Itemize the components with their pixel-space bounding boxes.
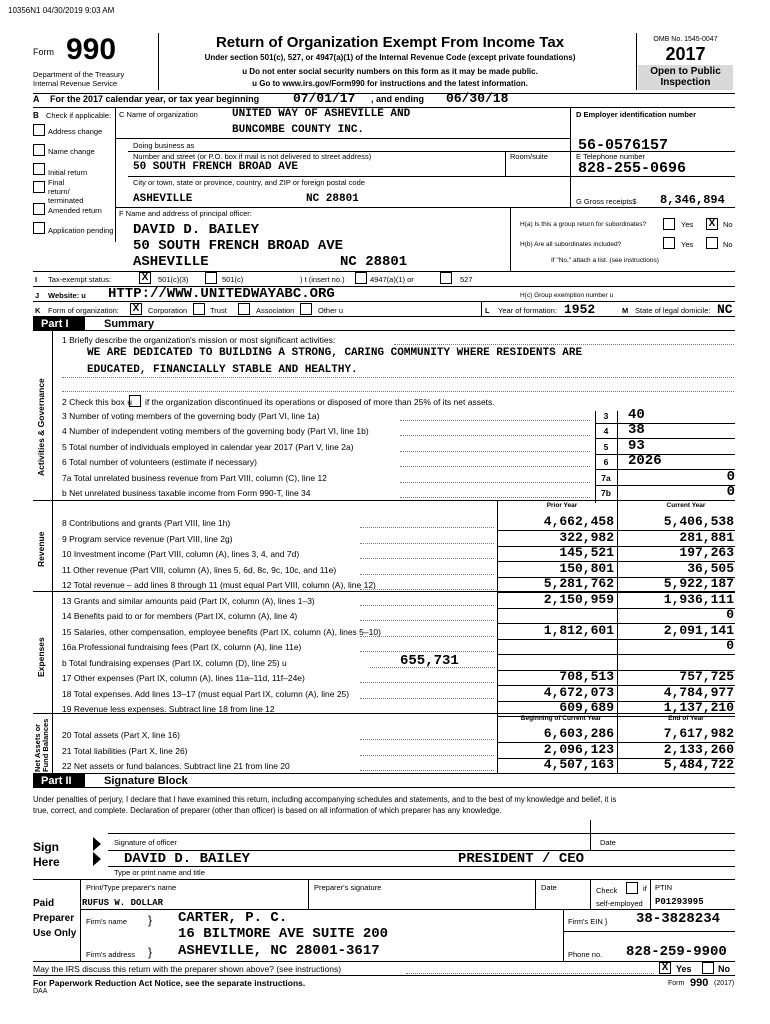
line-a-and: , and ending: [371, 94, 424, 104]
prior-year-value: 2,150,959: [543, 592, 614, 607]
sign-date-label: Date: [600, 838, 616, 847]
name-arrow-icon: [93, 852, 101, 866]
form-title: Return of Organization Exempt From Income Tax: [215, 34, 565, 51]
gov-row-label: 3 Number of voting members of the governing body (Part VI, line 1a): [62, 411, 320, 421]
dba-label: Doing business as: [133, 141, 195, 150]
checkbox-application-pending[interactable]: [33, 222, 45, 234]
status-insert-no: ) t (insert no.): [300, 275, 345, 284]
firm-ein-label: Firm's EIN }: [568, 917, 608, 926]
hb-question: H(b) Are all subordinates included?: [520, 241, 622, 248]
self-employed-label: self-employed: [596, 899, 643, 908]
leader-dots: [400, 435, 590, 436]
hb-note: If "No," attach a list. (see instructions): [551, 257, 659, 264]
year-formation: 1952: [564, 302, 596, 317]
tax-exempt-status-label: Tax-exempt status:: [48, 275, 111, 284]
current-year-value: 5,922,187: [663, 576, 734, 591]
if-label: if: [643, 884, 647, 893]
current-year-value: 7,617,982: [663, 726, 734, 741]
firm-name-label: Firm's name: [86, 917, 128, 926]
sign-label: Sign: [33, 840, 59, 854]
current-year-value: 4,784,977: [663, 685, 734, 700]
fin-row-label: 14 Benefits paid to or for members (Part IX, column (A), line 4): [62, 611, 298, 621]
prior-year-value: 708,513: [559, 669, 614, 684]
line2-desc: if the organization discontinued its operations or disposed of more than 25% of its net assets.: [145, 397, 495, 407]
row-rule: [497, 654, 735, 655]
discuss-no-label: No: [718, 964, 730, 974]
gov-row-value: 93: [628, 438, 645, 454]
prior-year-value: 322,982: [559, 530, 614, 545]
gross-receipts-value: 8,346,894: [660, 193, 725, 207]
fin-row-label: 17 Other expenses (Part IX, column (A), lines 11a–11d, 11f–24e): [62, 673, 305, 683]
telephone-label: E Telephone number: [576, 152, 646, 161]
ein-label: D Employer identification number: [576, 110, 697, 119]
corporation-label: Corporation: [148, 306, 188, 315]
current-year-header: Current Year: [666, 502, 706, 509]
section-b-label: B: [33, 111, 39, 120]
year-formation-label: Year of formation:: [498, 306, 557, 315]
status-527-label: 527: [460, 275, 473, 284]
preparer-sig-label: Preparer's signature: [314, 883, 382, 892]
check-label: Check: [596, 886, 618, 895]
perjury-text-1: Under penalties of perjury, I declare that I have examined this return, including accompanying schedules and statements, and to the best of my knowledge and belief, it is: [33, 795, 617, 804]
name-change-label: Name change: [48, 147, 95, 156]
eoy-header: End of Year: [668, 715, 704, 722]
fin-row-label: 18 Total expenses. Add lines 13–17 (must equal Part IX, column (A), line 25): [62, 689, 350, 699]
other-checkbox[interactable]: [300, 303, 312, 315]
domicile-state: NC: [717, 302, 733, 317]
row-rule: [595, 423, 735, 424]
row-rule: [595, 454, 735, 455]
hb-no-checkbox[interactable]: [706, 237, 718, 249]
group-exemption-label: H(c) Group exemption number u: [520, 292, 614, 299]
fin-row-label: 20 Total assets (Part X, line 16): [62, 730, 180, 740]
open-to-public: Open to Public: [650, 66, 721, 77]
row-rule: [595, 438, 735, 439]
leader-dots: [360, 620, 494, 621]
paid-label: Paid: [33, 898, 55, 909]
officer-city: ASHEVILLE: [133, 254, 209, 270]
org-name-line2: BUNCOMBE COUNTY INC.: [232, 124, 365, 136]
signer-title: PRESIDENT / CEO: [458, 851, 585, 867]
status-501c-label: 501(c): [222, 275, 244, 284]
prior-year-value: 4,672,073: [543, 685, 614, 700]
current-year-value: 197,263: [679, 545, 734, 560]
prior-year-value: 4,662,458: [543, 514, 614, 529]
type-name-label: Type or print name and title: [114, 868, 205, 877]
form-number: 990: [66, 33, 117, 66]
gov-row-value: 2026: [628, 453, 662, 469]
leader-dots: [360, 574, 494, 575]
org-city: ASHEVILLE: [133, 193, 193, 205]
fin-row-label: 11 Other revenue (Part VIII, column (A), lines 5, 6d, 8c, 9c, 10c, and 11e): [62, 565, 337, 575]
part1-title: Summary: [104, 318, 155, 330]
current-year-value: 36,505: [687, 561, 734, 576]
discuss-no-checkbox[interactable]: [702, 962, 714, 974]
dept-irs: Internal Revenue Service: [33, 79, 118, 88]
line-m-label: M: [622, 306, 629, 315]
prior-year-value: 4,507,163: [543, 757, 614, 772]
current-year-value: 5,406,538: [663, 514, 734, 529]
mission-line2: EDUCATED, FINANCIALLY STABLE AND HEALTHY.: [87, 364, 358, 376]
firm-phone: 828-259-9900: [626, 944, 727, 960]
gov-row-value: 0: [726, 484, 735, 500]
prior-year-value: 609,689: [559, 700, 614, 715]
room-suite-label: Room/suite: [510, 152, 548, 161]
dept-treasury: Department of the Treasury: [33, 70, 125, 79]
current-year-value: 2,133,260: [663, 742, 734, 757]
fin-row-label: 19 Revenue less expenses. Subtract line 18 from line 12: [62, 704, 275, 714]
telephone-value: 828-255-0696: [578, 160, 687, 177]
fin-row-label: 21 Total liabilities (Part X, line 26): [62, 746, 188, 756]
current-year-value: 5,484,722: [663, 757, 734, 772]
hb-yes-checkbox[interactable]: [663, 237, 675, 249]
leader-dots: [400, 420, 590, 421]
gov-row-value: 0: [726, 469, 735, 485]
form-of-org-label: Form of organization:: [48, 306, 119, 315]
phone-label: Phone no.: [568, 950, 603, 959]
current-year-value: 1,137,210: [663, 700, 734, 715]
footer-form-label: Form: [668, 980, 685, 987]
discuss-yes-checkbox[interactable]: X: [659, 962, 671, 974]
current-year-value: 0: [726, 638, 734, 653]
firm-address-label: Firm's address: [86, 950, 135, 959]
fundraising-expenses-value: 655,731: [400, 653, 459, 669]
firm-name-brace: }: [148, 913, 153, 927]
ha-question: H(a) Is this a group return for subordinates?: [520, 221, 647, 228]
gov-row-value: 38: [628, 422, 645, 438]
leader-dots: [360, 739, 494, 740]
checkbox-initial-return[interactable]: [33, 163, 45, 175]
side-activities-governance: Activities & Governance: [36, 378, 46, 476]
prior-year-value: 145,521: [559, 545, 614, 560]
checkbox-amended-return[interactable]: [33, 203, 45, 215]
section-b-title: Check if applicable:: [46, 111, 112, 120]
other-label: Other u: [318, 306, 344, 315]
ptin-label: PTIN: [655, 883, 673, 892]
leader-dots: [360, 755, 494, 756]
line-a-label: A: [33, 94, 40, 104]
ha-no-checkbox[interactable]: X: [706, 218, 718, 230]
checkbox-final-return[interactable]: [33, 181, 45, 193]
org-name-label: C Name of organization: [119, 110, 198, 119]
line2-text: 2 Check this box u: [62, 397, 132, 407]
line-j-label: J: [35, 291, 40, 300]
gov-row-number: 6: [603, 457, 609, 467]
leader-dots: [360, 682, 494, 683]
form-subtitle: Under section 501(c), 527, or 4947(a)(1) of the Internal Revenue Code (except private foundations): [204, 53, 576, 62]
gov-row-label: 5 Total number of individuals employed in calendar year 2017 (Part V, line 2a): [62, 442, 354, 452]
leader-dots: [360, 558, 494, 559]
application-pending-label: Application pending: [48, 226, 114, 235]
section-divider: [33, 591, 735, 592]
side-expenses: Expenses: [36, 637, 46, 677]
hb-no-label: No: [723, 240, 733, 249]
leader-dots: [400, 482, 590, 483]
current-year-value: 1,936,111: [663, 592, 734, 607]
ein-value: 56-0576157: [578, 137, 669, 154]
leader-dots: [400, 497, 590, 498]
daa-label: DAA: [33, 988, 48, 995]
firm-name: CARTER, P. C.: [178, 910, 288, 926]
hb-yes-label: Yes: [681, 240, 694, 249]
ha-no-label: No: [723, 220, 733, 229]
leader-dots: [400, 466, 590, 467]
section-divider: [33, 500, 735, 501]
preparer-label: Preparer: [33, 913, 75, 924]
inspection: Inspection: [660, 77, 711, 88]
part2-tag: Part II: [41, 775, 72, 787]
gov-row-value: 40: [628, 407, 645, 423]
firm-ein: 38-3828234: [636, 911, 721, 927]
officer-street: 50 SOUTH FRENCH BROAD AVE: [133, 238, 344, 254]
association-checkbox[interactable]: [238, 303, 250, 315]
perjury-text-2: true, correct, and complete. Declaration of preparer (other than officer) is based on all information of which preparer has any knowledge.: [33, 806, 502, 815]
line1-text: 1 Briefly describe the organization's mission or most significant activities:: [62, 335, 336, 345]
here-label: Here: [33, 855, 60, 869]
final-return-label: Final return/ terminated: [48, 178, 84, 205]
leader-dots: [360, 527, 494, 528]
association-label: Association: [256, 306, 295, 315]
leader-dots: [360, 651, 494, 652]
signer-name: DAVID D. BAILEY: [124, 851, 251, 867]
part1-tag: Part I: [41, 318, 69, 330]
firm-city: ASHEVILLE, NC 28001-3617: [178, 943, 380, 959]
status-4947-label: 4947(a)(1) or: [370, 275, 414, 284]
website-label: Website: u: [48, 291, 86, 300]
current-year-value: 281,881: [679, 530, 734, 545]
leader-dots: [360, 605, 494, 606]
fin-row-label: 9 Program service revenue (Part VIII, line 2g): [62, 534, 233, 544]
current-year-value: 2,091,141: [663, 623, 734, 638]
org-state-zip: NC 28801: [306, 193, 359, 205]
leader-dots: [360, 770, 494, 771]
form-label: Form: [33, 47, 54, 57]
leader-dots: [370, 667, 495, 668]
status-527-checkbox[interactable]: [440, 272, 452, 284]
initial-return-label: Initial return: [48, 168, 88, 177]
officer-signature-label: Signature of officer: [114, 838, 177, 847]
gov-row-label: 7a Total unrelated business revenue from Part VIII, column (C), line 12: [62, 473, 327, 483]
preparer-name: RUFUS W. DOLLAR: [82, 898, 164, 908]
prior-year-value: 1,812,601: [543, 623, 614, 638]
fin-row-label: b Total fundraising expenses (Part IX, column (D), line 25) u: [62, 658, 287, 668]
ha-yes-label: Yes: [681, 220, 694, 229]
discuss-yes-label: Yes: [676, 964, 692, 974]
gov-row-label: b Net unrelated business taxable income from Form 990-T, line 34: [62, 488, 311, 498]
amended-return-label: Amended return: [48, 206, 102, 215]
checkbox-name-change[interactable]: [33, 144, 45, 156]
officer-state-zip: NC 28801: [340, 254, 408, 270]
footer-form-year: (2017): [714, 980, 735, 987]
mission-line1: WE ARE DEDICATED TO BUILDING A STRONG, CARING COMMUNITY WHERE RESIDENTS ARE: [87, 347, 583, 359]
discuss-question: May the IRS discuss this return with the preparer shown above? (see instructions): [33, 964, 342, 974]
gov-row-number: 4: [603, 426, 609, 436]
use-only-label: Use Only: [33, 928, 77, 939]
status-501c-checkbox[interactable]: [205, 272, 217, 284]
preparer-date-label: Date: [541, 883, 557, 892]
paperwork-notice: For Paperwork Reduction Act Notice, see the separate instructions.: [33, 978, 306, 988]
tax-year: 2017: [665, 44, 706, 64]
discontinued-checkbox[interactable]: [129, 395, 141, 407]
leader-dots: [360, 698, 494, 699]
preparer-name-label: Print/Type preparer's name: [86, 883, 177, 892]
tax-year-end: 06/30/18: [446, 91, 509, 106]
fin-row-label: 10 Investment income (Part VIII, column (A), lines 3, 4, and 7d): [62, 549, 300, 559]
ssn-note: u Do not enter social security numbers on this form as it may be made public.: [242, 67, 538, 76]
prior-year-header: Prior Year: [546, 502, 578, 509]
prior-year-value: 5,281,762: [543, 576, 614, 591]
gov-row-label: 6 Total number of volunteers (estimate if necessary): [62, 457, 257, 467]
sign-arrow-icon: [93, 837, 101, 851]
leader-dots: [360, 543, 494, 544]
officer-name: DAVID D. BAILEY: [133, 222, 260, 238]
address-change-label: Address change: [48, 127, 103, 136]
gov-row-number: 7b: [601, 488, 611, 498]
prior-year-value: 150,801: [559, 561, 614, 576]
firm-street: 16 BILTMORE AVE SUITE 200: [178, 926, 389, 942]
side-net-assets: Net Assets or Fund Balances: [33, 718, 50, 772]
line-l-label: L: [485, 306, 490, 315]
prior-year-value: 2,096,123: [543, 742, 614, 757]
corporation-checkbox[interactable]: X: [130, 303, 142, 315]
instructions-note: u Go to www.irs.gov/Form990 for instructions and the latest information.: [252, 79, 528, 88]
side-revenue: Revenue: [36, 531, 46, 567]
leader-dots: [360, 589, 494, 590]
website-url[interactable]: HTTP://WWW.UNITEDWAYABC.ORG: [108, 286, 335, 302]
line-k-label: K: [35, 306, 41, 315]
fin-row-label: 16a Professional fundraising fees (Part IX, column (A), line 11e): [62, 642, 302, 652]
prior-year-value: 6,603,286: [543, 726, 614, 741]
org-street: 50 SOUTH FRENCH BROAD AVE: [133, 161, 299, 173]
gov-row-label: 4 Number of independent voting members of the governing body (Part VI, line 1b): [62, 426, 369, 436]
officer-label: F Name and address of principal officer:: [119, 209, 252, 218]
line-a-text: For the 2017 calendar year, or tax year beginning: [50, 94, 260, 104]
line-i-label: I: [35, 275, 38, 284]
current-year-value: 757,725: [679, 669, 734, 684]
trust-label: Trust: [210, 306, 227, 315]
status-501c3-checkbox[interactable]: X: [139, 272, 151, 284]
fin-row-label: 15 Salaries, other compensation, employee benefits (Part IX, column (A), lines 5–10): [62, 627, 381, 637]
gov-row-number: 3: [603, 411, 609, 421]
ptin-value: P01293995: [655, 897, 704, 907]
gov-column-rule: [595, 411, 596, 503]
omb-number: OMB No. 1545-0047: [653, 36, 718, 43]
gross-receipts-label: G Gross receipts$: [576, 197, 637, 206]
current-year-value: 0: [726, 607, 734, 622]
fin-row-label: 12 Total revenue – add lines 8 through 11 (must equal Part VIII, column (A), line 12): [62, 580, 376, 590]
fin-row-label: 22 Net assets or fund balances. Subtract line 21 from line 20: [62, 761, 290, 771]
boy-header: Beginning of Current Year: [520, 715, 602, 722]
gov-row-number: 5: [603, 442, 609, 452]
gov-column-rule: [617, 411, 618, 503]
tax-year-begin: 07/01/17: [293, 91, 356, 106]
fin-row-label: 13 Grants and similar amounts paid (Part IX, column (A), lines 1–3): [62, 596, 315, 606]
firm-address-brace: }: [148, 945, 153, 959]
status-4947-checkbox[interactable]: [355, 272, 367, 284]
self-employed-checkbox[interactable]: [626, 882, 638, 894]
checkbox-address-change[interactable]: [33, 124, 45, 136]
city-label: City or town, state or province, country, and ZIP or foreign postal code: [133, 178, 365, 187]
section-divider: [33, 713, 735, 714]
status-501c3-label: 501(c)(3): [158, 275, 189, 284]
print-stamp: 10356N1 04/30/2019 9:03 AM: [8, 6, 115, 15]
leader-dots: [400, 451, 590, 452]
ha-yes-checkbox[interactable]: [663, 218, 675, 230]
part2-title: Signature Block: [104, 775, 188, 787]
fin-row-label: 8 Contributions and grants (Part VIII, line 1h): [62, 518, 231, 528]
leader-dots: [360, 636, 494, 637]
domicile-label: State of legal domicile:: [635, 306, 711, 315]
gov-row-number: 7a: [601, 473, 611, 483]
footer-form-number: 990: [690, 977, 709, 989]
trust-checkbox[interactable]: [193, 303, 205, 315]
org-name-line1: UNITED WAY OF ASHEVILLE AND: [232, 108, 411, 120]
street-label: Number and street (or P.O. box if mail is not delivered to street address): [133, 152, 372, 161]
